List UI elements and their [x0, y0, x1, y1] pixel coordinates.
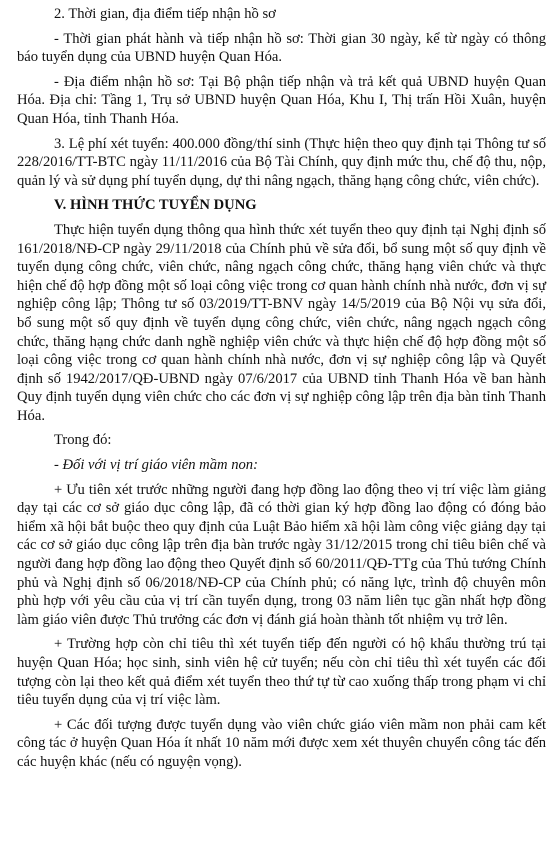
section2-time-paragraph: - Thời gian phát hành và tiếp nhận hồ sơ: Thời gian 30 ngày, kể từ ngày có thông báo tuyển dụng của UBND huyện Quan Hóa. [17, 30, 546, 66]
priority-paragraph-3: + Các đối tượng được tuyển dụng vào viên chức giáo viên mầm non phải cam kết công tác ở huyện Quan Hóa ít nhất 10 năm mới được xem xét thuyên chuyển công tác đến các huyện khác (nếu có nguyện vọng). [17, 716, 546, 770]
section2-title: 2. Thời gian, địa điểm tiếp nhận hồ sơ [54, 6, 276, 22]
trong-do-label: Trong đó: [54, 432, 112, 449]
section5-body-paragraph: Thực hiện tuyển dụng thông qua hình thức xét tuyển theo quy định tại Nghị định số 161/2018/NĐ-CP ngày 29/11/2018 của Chính phủ về sửa đổi, bổ sung một số quy định về tuyển dụng công chức, viên chức, nâng ngạch công chức, thăng hạng viên chức và thực hiện chế độ hợp đồng một số loại công việc trong cơ quan hành chính nhà nước, đơn vị sự nghiệp công lập; Thông tư số 03/2019/TT-BNV ngày 14/5/2019 của Bộ Nội vụ sửa đổi, bổ sung một số quy định về tuyển dụng công chức, viên chức, nâng ngạch ngạch công chức, thăng hạng chức danh nghề nghiệp viên chức và thực hiện chế độ hợp đồng một số loại công việc trong cơ quan hành chính nhà nước, đơn vị sự nghiệp công lập và Quyết định số 1942/2017/QĐ-UBND ngày 07/6/2017 của UBND tỉnh Thanh Hóa về ban hành Quy định tuyển dụng viên chức cho các đơn vị sự nghiệp công lập trên địa bàn tỉnh Thanh Hóa. [17, 221, 546, 424]
priority-paragraph-1: + Ưu tiên xét trước những người đang hợp đồng lao động theo vị trí việc làm giảng dạy tại các cơ sở giáo dục công lập, đã có thời gian ký hợp đồng lao động có đóng bảo hiểm xã hội bắt buộc theo quy định của Luật Bảo hiểm xã hội làm công việc giảng dạy tại các cơ sở giáo dục công lập trên địa bàn trước ngày 31/12/2015 trong chỉ tiêu biên chế và người đang hợp đồng lao động theo Quyết định số 60/2011/QĐ-TTg của Thủ tướng Chính phủ và Nghị định số 06/2018/NĐ-CP của Chính phủ; có năng lực, trình độ chuyên môn phù hợp với yêu cầu của vị trí cần tuyển dụng, trong 03 năm liên tục gần nhất hợp đồng làm giáo viên được Thủ trưởng các đơn vị đánh giá hoàn thành tốt nhiệm vụ trở lên. [17, 481, 546, 628]
section5-heading: V. HÌNH THỨC TUYỂN DỤNG [54, 197, 257, 214]
section2-place-paragraph: - Địa điểm nhận hồ sơ: Tại Bộ phận tiếp nhận và trả kết quả UBND huyện Quan Hóa. Địa chỉ: Tầng 1, Trụ sở UBND huyện Quan Hóa, Khu I, Thị trấn Hồi Xuân, huyện Quan Hóa, tỉnh Thanh Hóa. [17, 73, 546, 127]
kindergarten-subheading: - Đối với vị trí giáo viên mầm non: [54, 457, 258, 474]
priority-paragraph-2: + Trường hợp còn chỉ tiêu thì xét tuyển tiếp đến người có hộ khẩu thường trú tại huyện Quan Hóa; học sinh, sinh viên hệ cử tuyển; nếu còn chỉ tiêu thì xét tuyển các đối tượng còn lại theo kết quả điểm xét tuyển theo thứ tự từ cao xuống thấp trong phạm vi chỉ tiêu tuyển dụng của vị trí việc làm. [17, 636, 546, 709]
section3-fee-paragraph: 3. Lệ phí xét tuyển: 400.000 đồng/thí sinh (Thực hiện theo quy định tại Thông tư số 228/2016/TT-BTC ngày 11/11/2016 của Bộ Tài Chính, quy định mức thu, chế độ thu, nộp, quản lý và sử dụng phí tuyển dụng, dự thi nâng ngạch, thăng hạng công chức, viên chức). [17, 135, 546, 189]
